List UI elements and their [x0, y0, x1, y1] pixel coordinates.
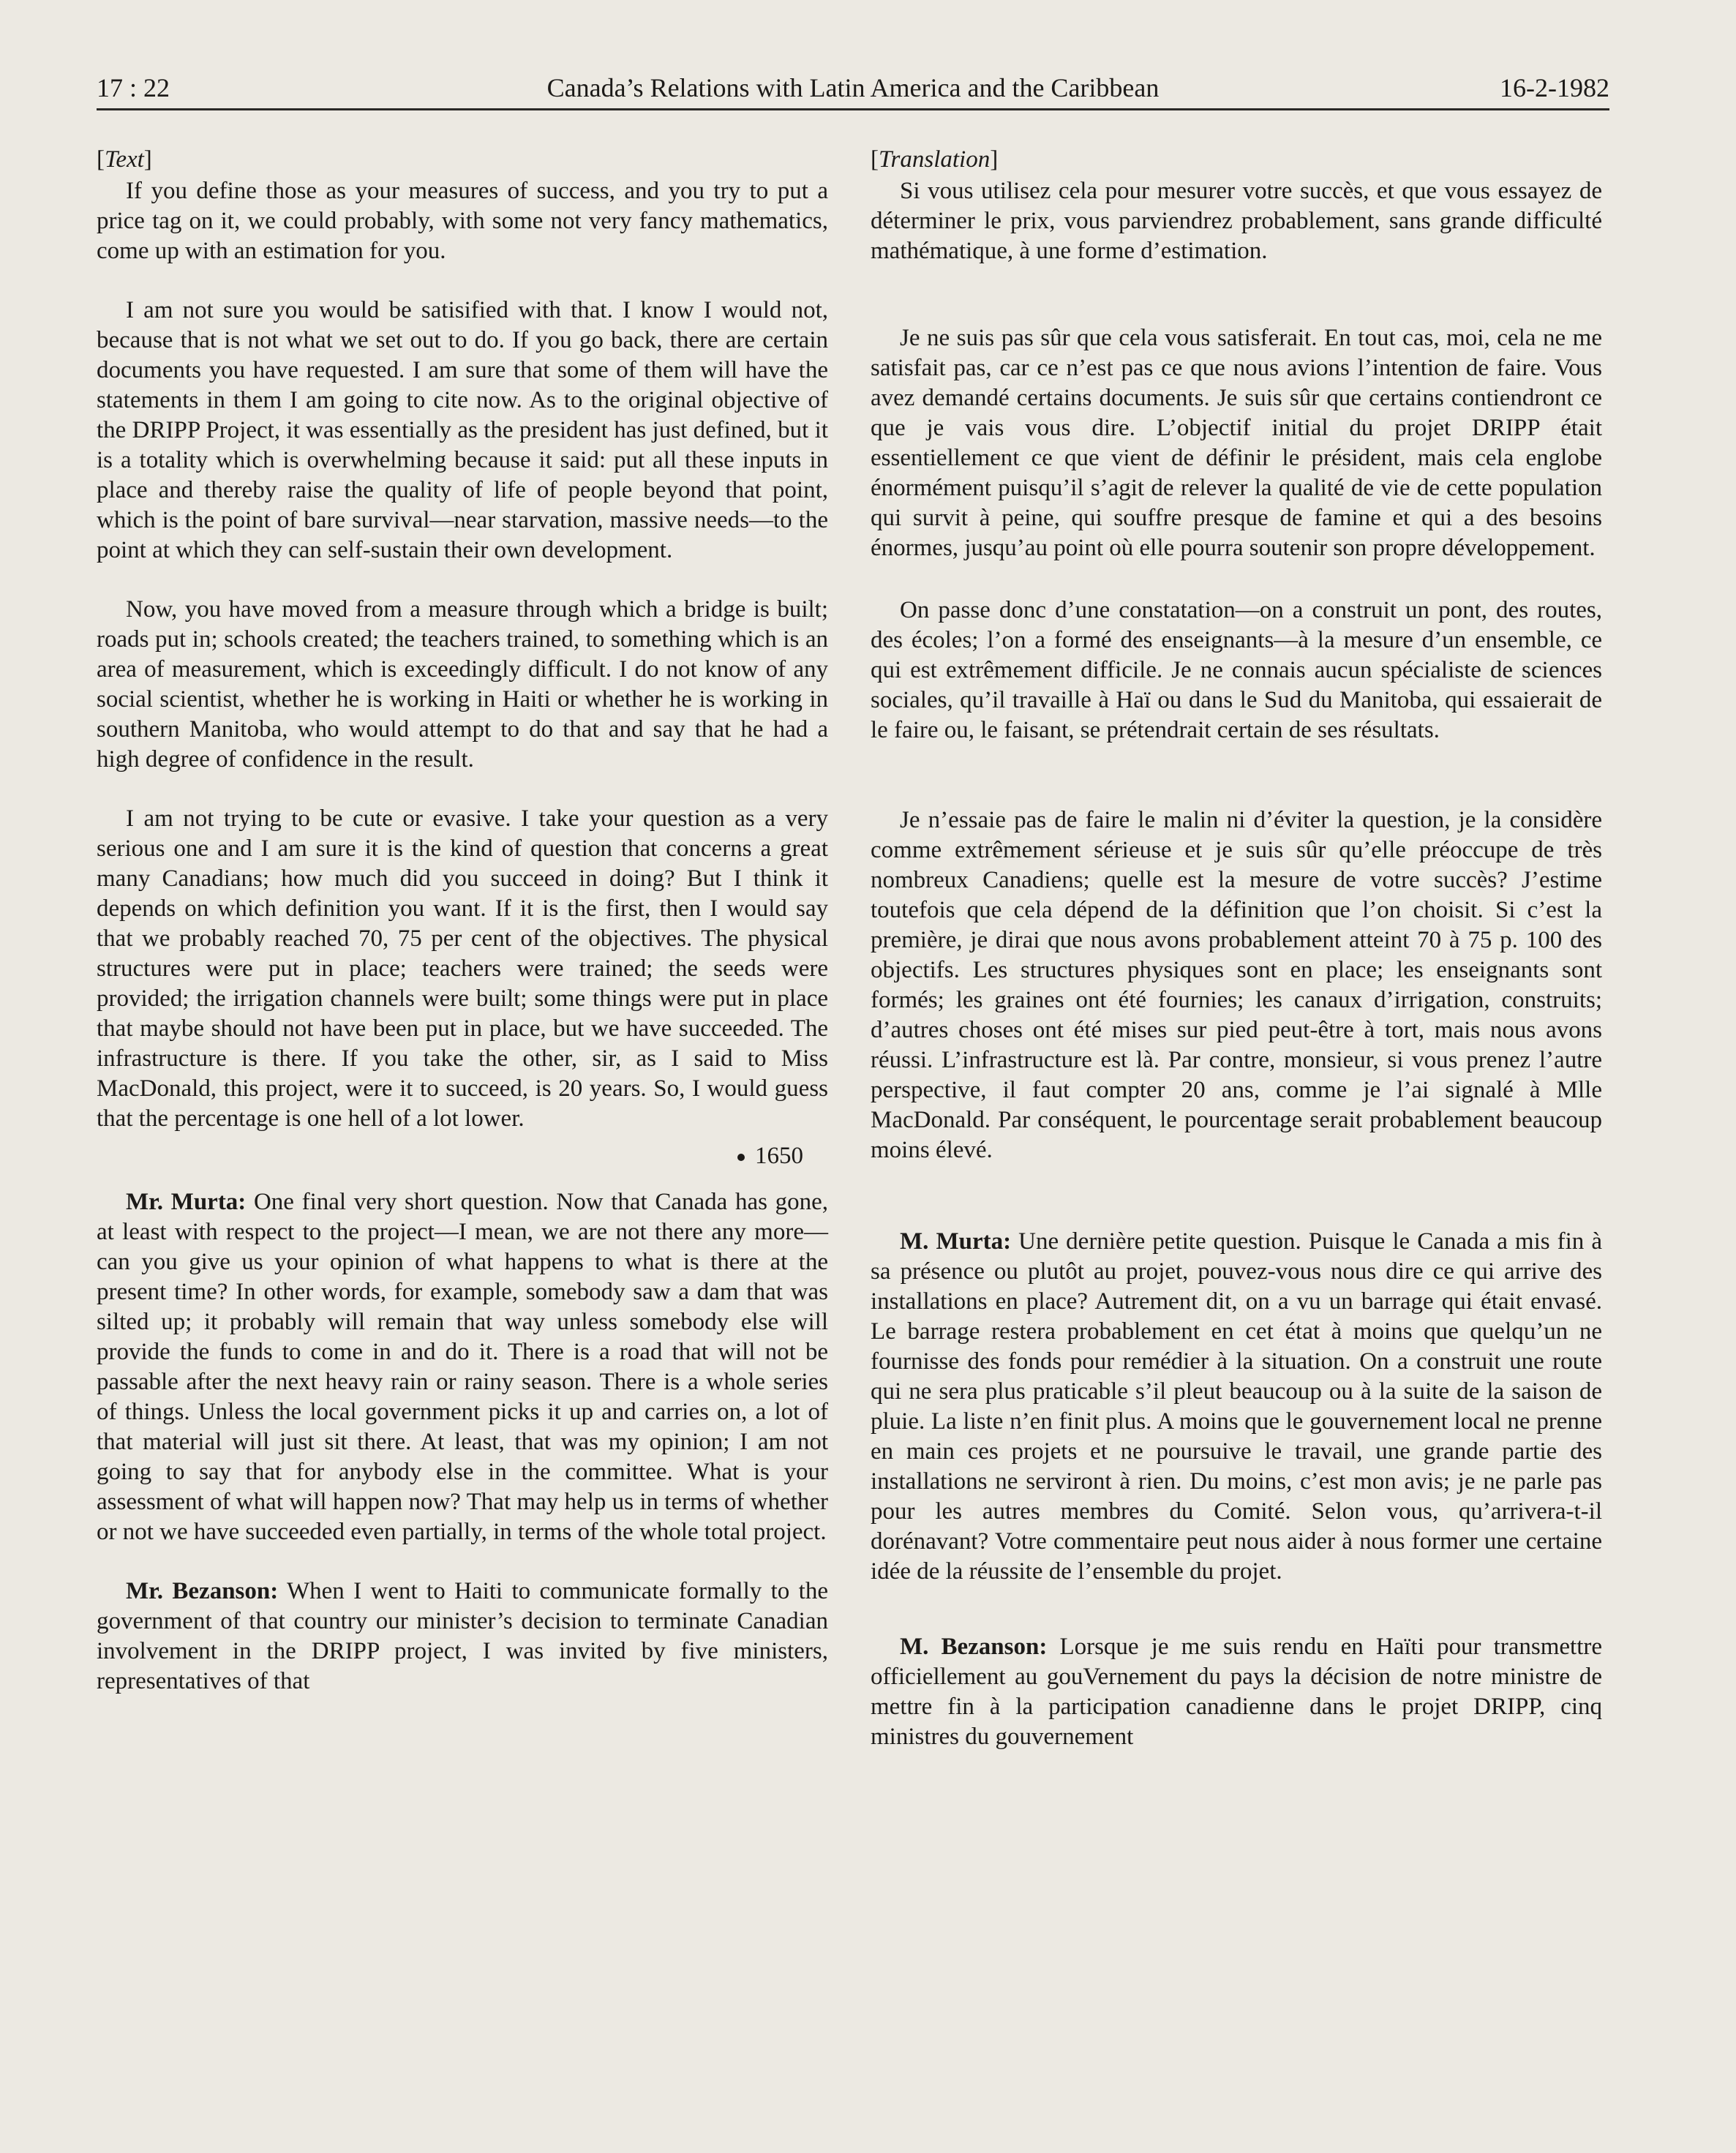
header-date: 16-2-1982	[1500, 73, 1609, 102]
paragraph: On passe donc d’une constatation—on a construit un pont, des routes, des écoles; l’on a formé des enseignants—à la mesure d’un ensemble, ce qui est extrêmement difficile. Je ne connais aucun spécialiste de sciences sociales, qu’il travaille à Haï ou dans le Sud du Manitoba, qui essaierait de le faire ou, le faisant, se prétendrait certain de ses résultats.	[871, 597, 1602, 743]
speech-murta	[871, 1227, 1602, 1587]
time-marker: 1650	[97, 1141, 803, 1171]
paragraph: I am not sure you would be satisified with that. I know I would not, because that is not what we set out to do. If you go back, there are certain documents you have requested. I am sure that some of them will have the statements in them I am going to cite now. As to the original objective of the DRIPP Project, it was essentially as the president has just defined, but it is a totality which is overwhelming because it said: put all these inputs in place and thereby raise the quality of life of people beyond that point, which is the point of bare survival—near starvation, massive needs—to the point at which they can self-sustain their own development.	[97, 297, 828, 563]
speech-text: When I went to Haiti to communicate formally to the government of that country our minister’s decision to terminate Canadian involvement in the DRIPP project, I was invited by five ministers, representatives of that	[97, 1578, 828, 1694]
paragraph: If you define those as your measures of success, and you try to put a price tag on it, we could probably, with some not very fancy mathematics, come up with an estimation for you.	[97, 178, 828, 264]
page-number: 17 : 22	[97, 73, 170, 102]
paragraph: Si vous utilisez cela pour mesurer votre succès, et que vous essayez de déterminer le prix, vous parviendrez probablement, sans grande difficulté mathématique, à une forme d’estimation.	[871, 178, 1602, 264]
bullet-icon	[737, 1154, 745, 1161]
speaker-name: M. Bezanson:	[900, 1634, 1048, 1660]
speech-text: One final very short question. Now that Canada has gone, at least with respect to the project—I mean, we are not there any more—can you give us your opinion of what happens to what is there at the present time? In other words, for example, somebody saw a dam that was silted up; it probably will remain that way unless somebody else will provide the funds to come in and do it. There is a road that will not be passable after the next heavy rain or rainy season. There is a whole series of things. Unless the local government picks it up and carries on, a lot of that material will just sit there. At least, that was my opinion; I am not going to say that for anybody else in the committee. What is your assessment of what will happen now? That may help us in terms of whether or not we have succeeded even partially, in terms of the whole total project.	[97, 1189, 828, 1545]
translation-label: [Translation]	[871, 146, 999, 173]
french-column	[871, 145, 1602, 1781]
speech-text: Lorsque je me suis rendu en Haïti pour transmettre officiellement au gouVernement du pays la décision de notre ministre de mettre fin à la participation canadienne dans le projet DRIPP, cinq ministres du gouvernement	[871, 1634, 1602, 1750]
speaker-name: Mr. Bezanson:	[126, 1578, 279, 1604]
paragraph: Je ne suis pas sûr que cela vous satisferait. En tout cas, moi, cela ne me satisfait pas, car ce n’est pas ce que nous avions l’intention de faire. Vous avez demandé certains documents. Je suis sûr que certains contiendront ce que je vais vous dire. L’objectif initial du projet DRIPP était essentiellement ce que vient de définir le président, mais cela englobe énormément puisqu’il s’agit de relever la qualité de vie de cette population qui survit à peine, qui souffre presque de famine et qui a des besoins énormes, jusqu’au point où elle pourra soutenir son propre développement.	[871, 325, 1602, 561]
speech-bezanson	[871, 1632, 1602, 1752]
english-column	[97, 145, 828, 1726]
paragraph: I am not trying to be cute or evasive. I take your question as a very serious one and I am sure it is the kind of question that concerns a great many Canadians; how much did you succeed in doing? But I think it depends on which definition you want. If it is the first, then I would say that we probably reached 70, 75 per cent of the objectives. The physical structures were put in place; teachers were trained; the seeds were provided; the irrigation channels were built; some things were put in place that maybe should not have been put in place, but we have succeeded. The infrastructure is there. If you take the other, sir, as I said to Miss MacDonald, this project, were it to succeed, is 20 years. So, I would guess that the percentage is one hell of a lot lower.	[97, 805, 828, 1132]
speech-text: Une dernière petite question. Puisque le Canada a mis fin à sa présence ou plutôt au projet, pouvez-vous nous dire ce qui arrive des installations en place? Autrement dit, on a vu un barrage qui était envasé. Le barrage restera probablement en cet état à moins que quelqu’un ne fournisse des fonds pour remédier à la situation. On a construit une route qui ne sera plus praticable s’il pleut beaucoup ou à la suite de la saison de pluie. La liste n’en finit plus. A moins que le gouvernement local ne prenne en main ces projets et ne poursuive le travail, une grande partie des installations ne serviront à rien. Du moins, c’est mon avis; je ne parle pas pour les autres membres du Comité. Selon vous, qu’arrivera-t-il dorénavant? Votre commentaire peut nous aider à nous former une certaine idée de la réussite de l’ensemble du projet.	[871, 1228, 1602, 1585]
speaker-name: Mr. Murta:	[126, 1189, 247, 1215]
paragraph: Now, you have moved from a measure through which a bridge is built; roads put in; schools created; the teachers trained, to something which is an area of measurement, which is exceedingly difficult. I do not know of any social scientist, whether he is working in Haiti or whether he is working in southern Manitoba, who would attempt to do that and say that he had a high degree of confidence in the result.	[97, 596, 828, 773]
paragraph: Je n’essaie pas de faire le malin ni d’éviter la question, je la considère comme extrêmement sérieuse et je suis sûr qu’elle préoccupe de très nombreux Canadiens; quelle est la mesure de votre succès? J’estime toutefois que cela dépend de la définition que l’on choisit. Si c’est la première, je dirai que nous avons probablement atteint 70 à 75 p. 100 des objectifs. Les structures physiques sont en place; les enseignants sont formés; les graines ont été fournies; les canaux d’irrigation, construits; d’autres choses ont été mises sur pied peut-être à tort, mais nous avons réussi. L’infrastructure est là. Par contre, monsieur, si vous prenez l’autre perspective, il faut compter 20 ans, comme je l’ai signalé à Mlle MacDonald. Par conséquent, le pourcentage serait probablement beaucoup moins élevé.	[871, 807, 1602, 1163]
speaker-name: M. Murta:	[900, 1228, 1012, 1255]
running-title: Canada’s Relations with Latin America and the Caribbean	[546, 73, 1160, 102]
speech-murta	[97, 1187, 828, 1547]
speech-bezanson	[97, 1577, 828, 1697]
text-label: [Text]	[97, 146, 152, 173]
page-header	[97, 67, 1609, 110]
